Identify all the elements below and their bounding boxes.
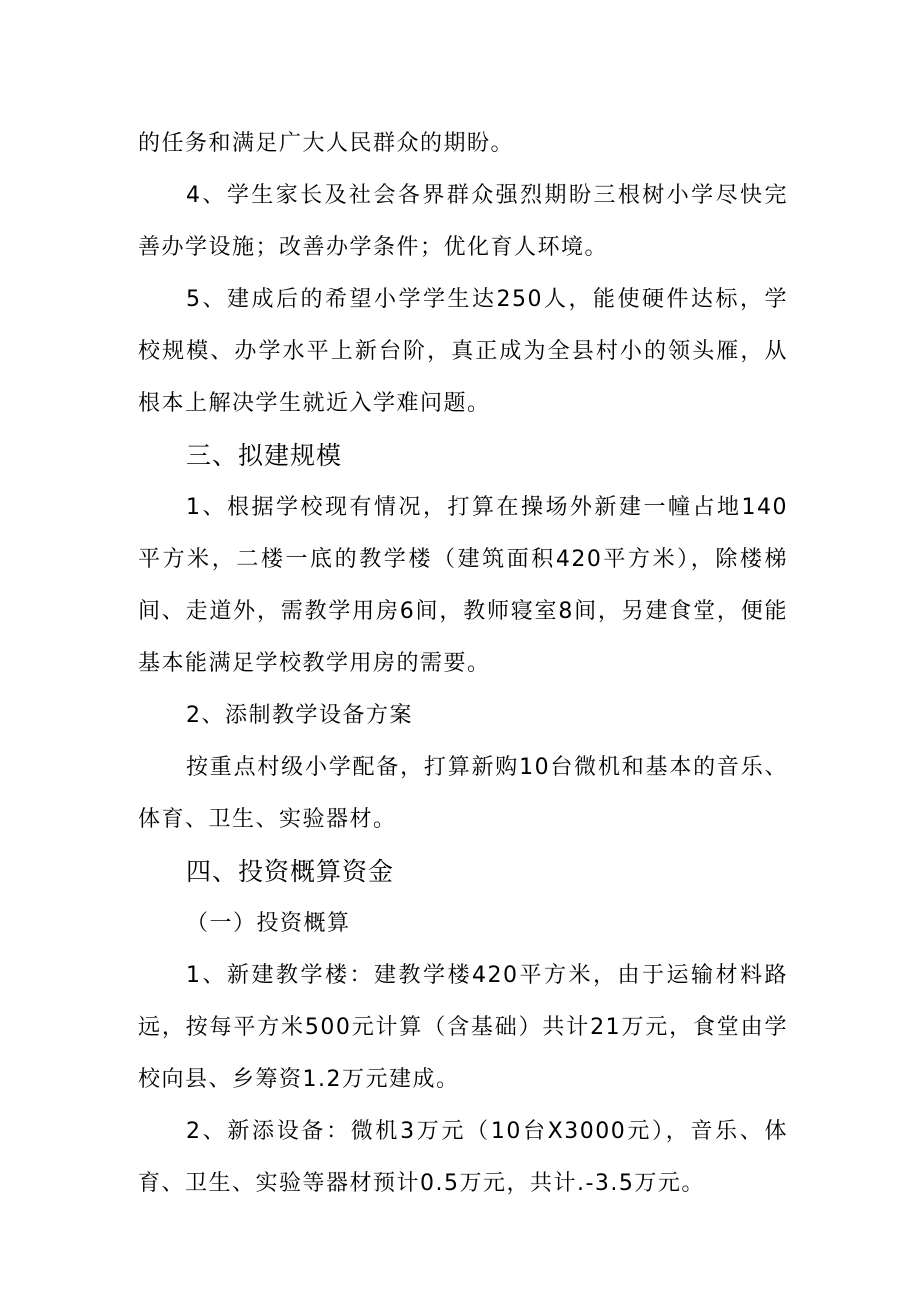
subsection-heading-1: （一）投资概算 xyxy=(186,911,351,936)
paragraph-budget-1: 1、新建教学楼：建教学楼420平方米，由于运输材料路远，按每平方米500元计算（含基础）共计21万元，食堂由学校向县、乡筹资1.2万元建成。 xyxy=(138,963,788,1092)
section-heading-3: 三、拟建规模 xyxy=(186,441,343,470)
paragraph-scale-2: 2、添制教学设备方案 xyxy=(186,703,413,728)
paragraph-continuation: 的任务和满足广大人民群众的期盼。 xyxy=(138,131,515,156)
paragraph-item-5: 5、建成后的希望小学学生达250人，能使硬件达标，学校规模、办学水平上新台阶，真正成为全县村小的领头雁，从根本上解决学生就近入学难问题。 xyxy=(138,287,788,416)
paragraph-equipment: 按重点村级小学配备，打算新购10台微机和基本的音乐、体育、卫生、实验器材。 xyxy=(138,755,788,832)
paragraph-budget-2: 2、新添设备：微机3万元（10台X3000元），音乐、体育、卫生、实验等器材预计0.5万元，共计.-3.5万元。 xyxy=(138,1119,788,1196)
document-body xyxy=(138,118,788,1210)
paragraph-item-4: 4、学生家长及社会各界群众强烈期盼三根树小学尽快完善办学设施；改善办学条件；优化育人环境。 xyxy=(138,183,788,260)
section-heading-4: 四、投资概算资金 xyxy=(186,857,395,886)
paragraph-scale-1: 1、根据学校现有情况，打算在操场外新建一幢占地140平方米，二楼一底的教学楼（建筑面积420平方米），除楼梯间、走道外，需教学用房6间，教师寝室8间，另建食堂，便能基本能满足学校教学用房的需要。 xyxy=(138,495,788,676)
